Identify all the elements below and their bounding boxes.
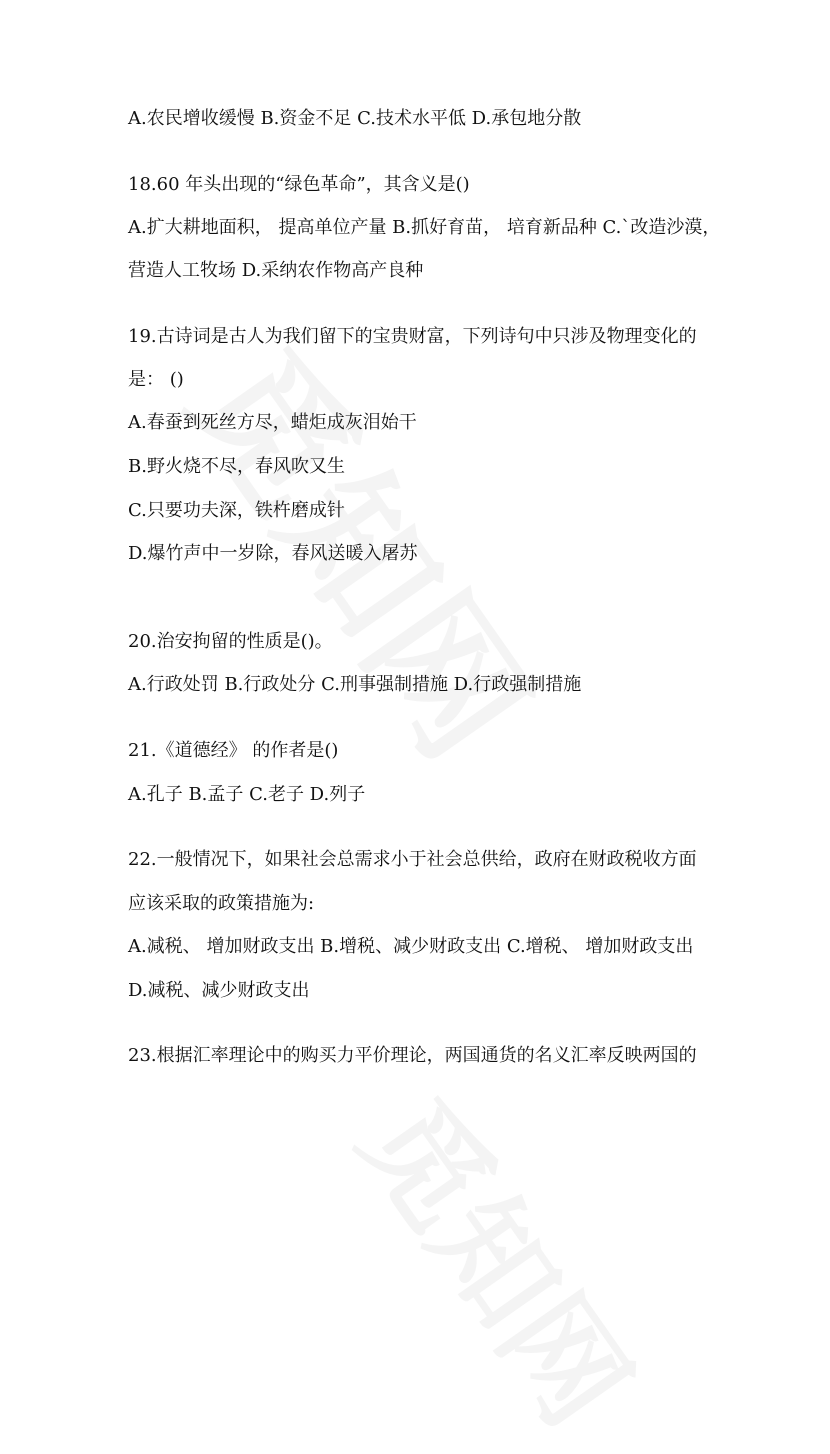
q19-option-a: A.春蚕到死丝方尽，蜡炬成灰泪始干 bbox=[128, 412, 417, 433]
q21-stem: 21.《道德经》 的作者是() bbox=[128, 740, 339, 761]
q22-options-line1: A.减税、 增加财政支出 B.增税、减少财政支出 C.增税、 增加财政支出 bbox=[128, 936, 694, 957]
q21-options: A.孔子 B.孟子 C.老子 D.列子 bbox=[128, 784, 366, 805]
q20-options: A.行政处罚 B.行政处分 C.刑事强制措施 D.行政强制措施 bbox=[128, 674, 582, 695]
q19-option-c: C.只要功夫深，铁杵磨成针 bbox=[128, 500, 345, 521]
q22-stem-line2: 应该采取的政策措施为: bbox=[128, 893, 315, 914]
q22-stem-line1: 22.一般情况下，如果社会总需求小于社会总供给，政府在财政税收方面 bbox=[128, 849, 697, 870]
q18-options-line1: A.扩大耕地面积， 提高单位产量 B.抓好育苗， 培育新品种 C.`改造沙漠， bbox=[128, 217, 721, 238]
q19-option-d: D.爆竹声中一岁除，春风送暖入屠苏 bbox=[128, 543, 418, 564]
watermark bbox=[329, 1060, 676, 1454]
q23-stem: 23.根据汇率理论中的购买力平价理论，两国通货的名义汇率反映两国的 bbox=[128, 1045, 697, 1066]
q19-stem-line1: 19.古诗词是古人为我们留下的宝贵财富，下列诗句中只涉及物理变化的 bbox=[128, 326, 697, 347]
q19-option-b: B.野火烧不尽，春风吹又生 bbox=[128, 456, 345, 477]
q20-stem: 20.治安拘留的性质是()。 bbox=[128, 631, 333, 652]
q22-options-line2: D.减税、减少财政支出 bbox=[128, 980, 310, 1001]
q18-stem: 18.60 年头出现的“绿色革命”，其含义是() bbox=[128, 174, 470, 195]
q19-stem-line2: 是： () bbox=[128, 369, 184, 390]
q18-options-line2: 营造人工牧场 D.采纳农作物高产良种 bbox=[128, 260, 424, 281]
q17-options: A.农民增收缓慢 B.资金不足 C.技术水平低 D.承包地分散 bbox=[128, 108, 582, 129]
